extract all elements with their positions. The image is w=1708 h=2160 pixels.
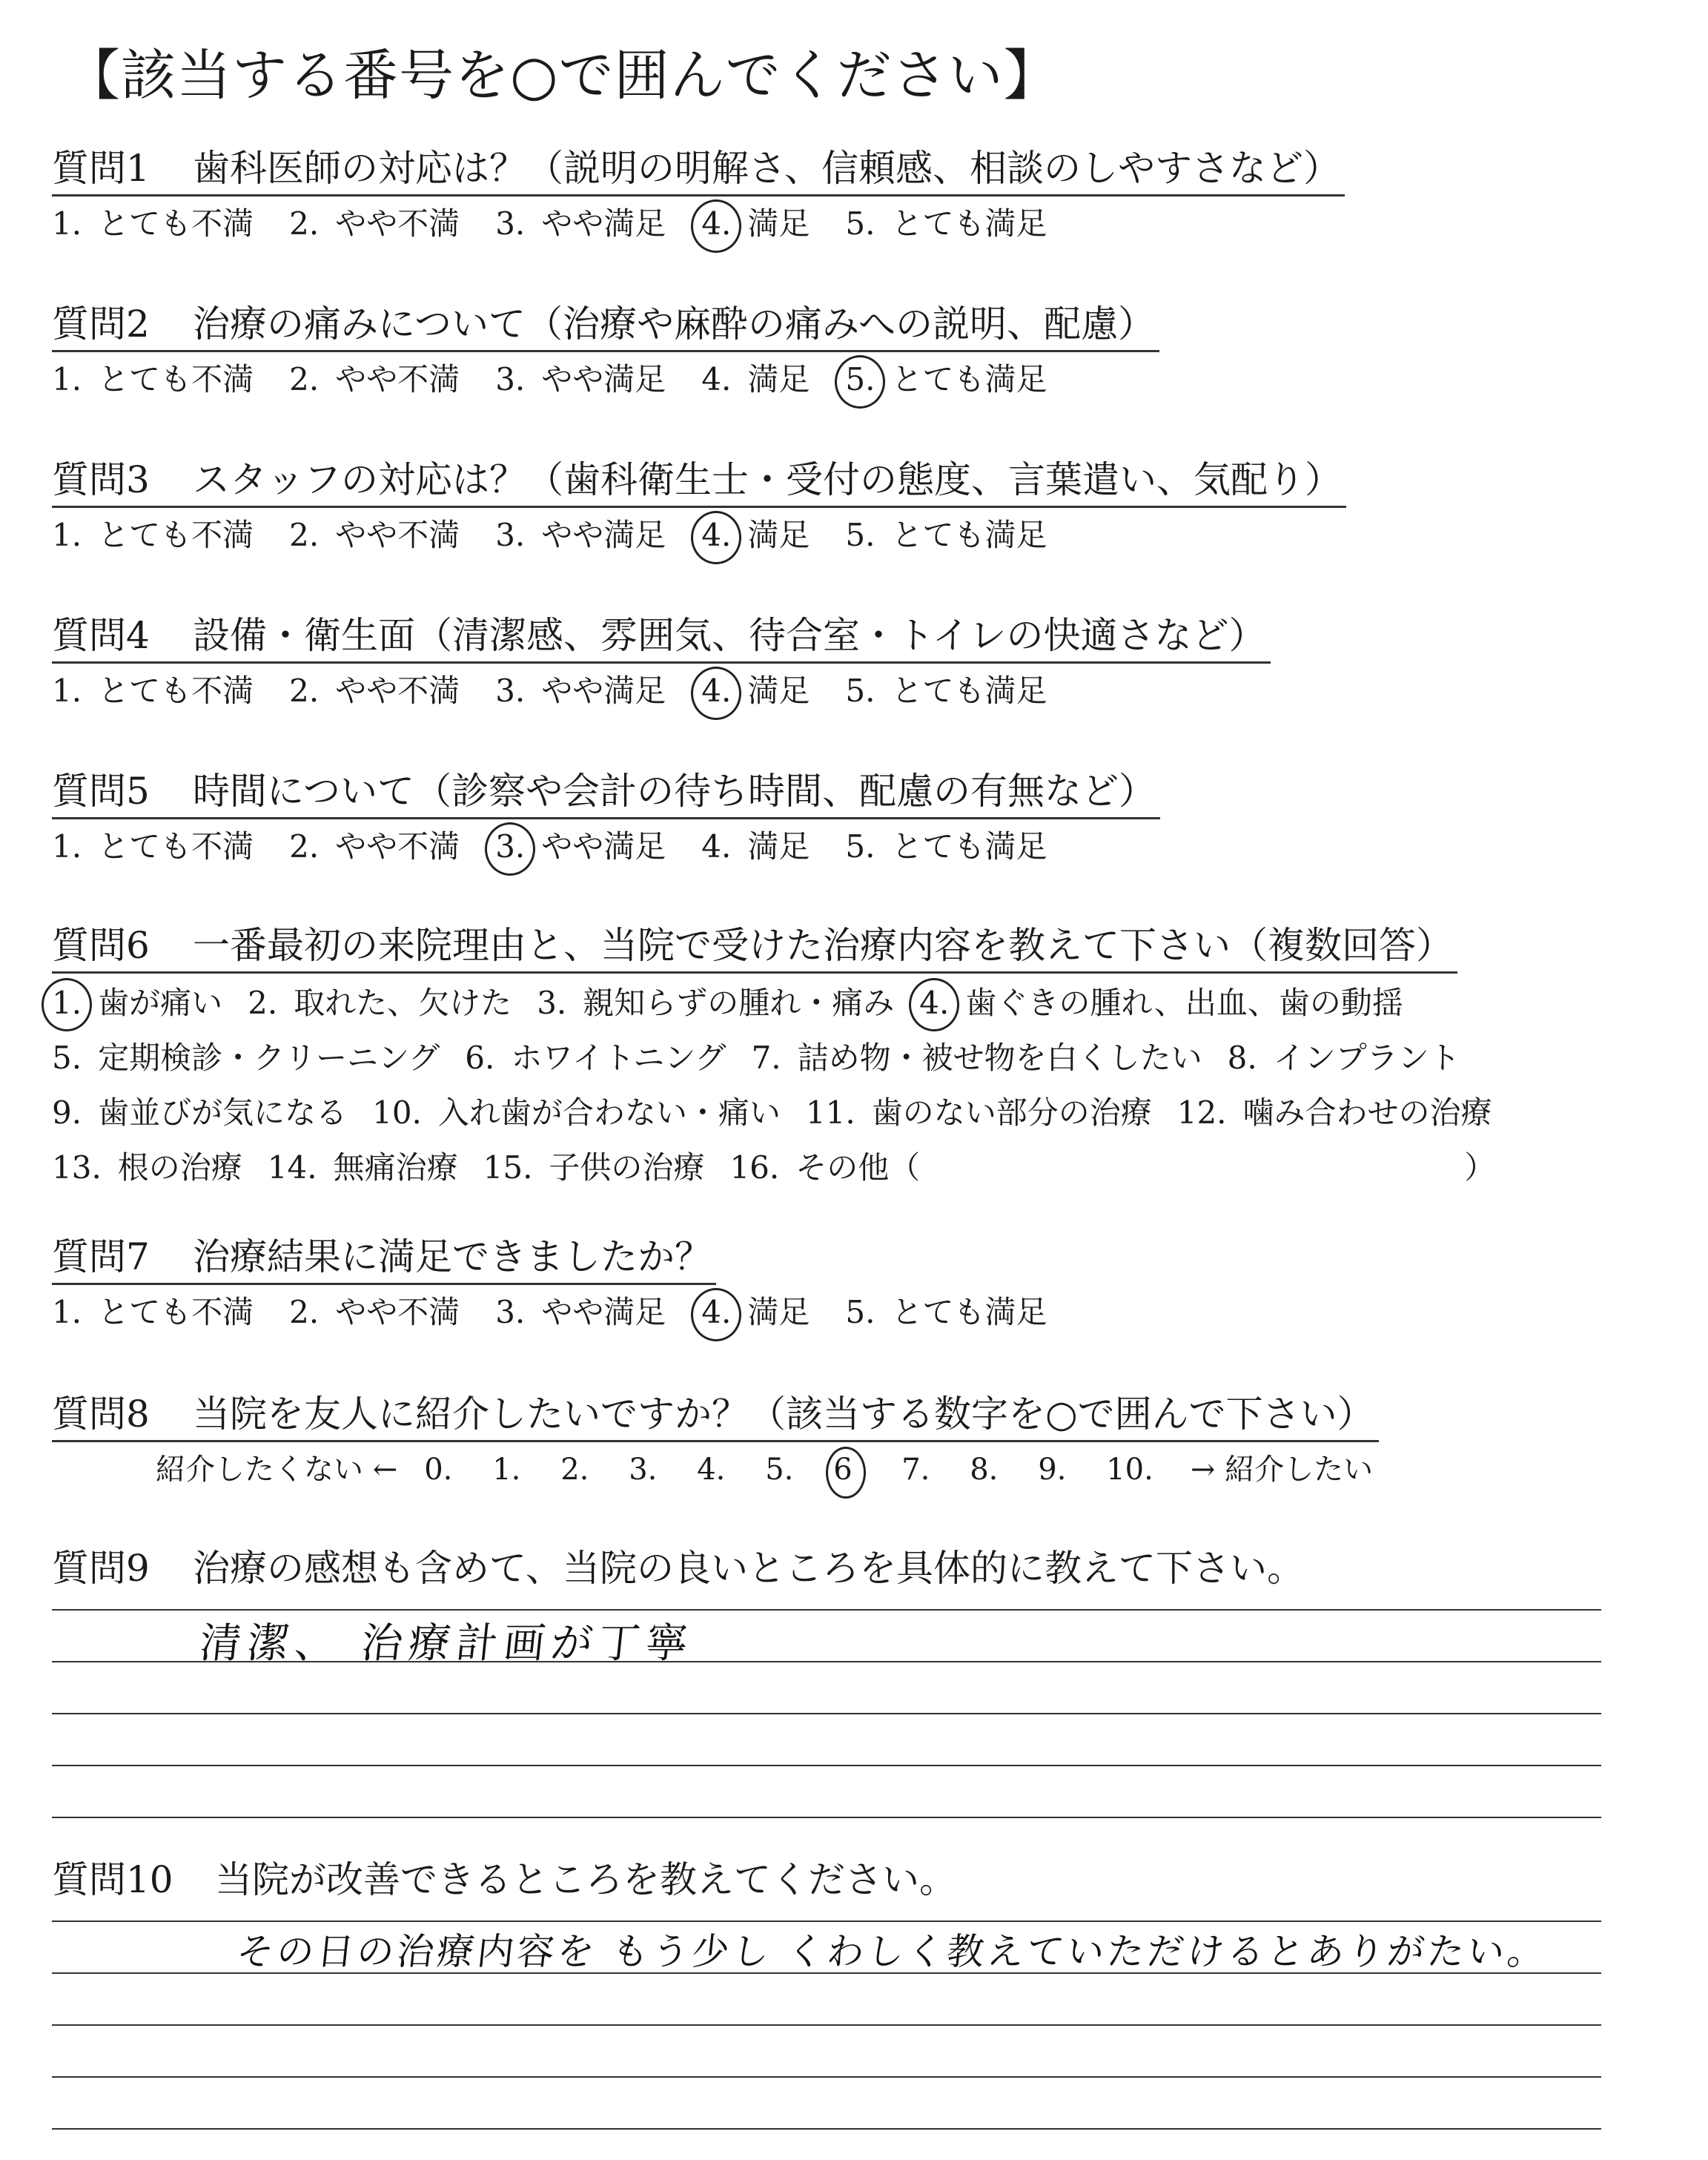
option-label: 親知らずの腫れ・痛み — [583, 985, 895, 1021]
option-number: 16. — [729, 1149, 780, 1186]
option-label: ホワイトニング — [511, 1040, 726, 1076]
option-number: 2. — [289, 361, 320, 397]
option-number: 12. — [1176, 1094, 1227, 1131]
option-number: 6. — [465, 1040, 495, 1076]
question-number: 質問5 — [52, 770, 150, 813]
rating-option — [289, 355, 460, 404]
question-number: 質問7 — [52, 1235, 150, 1278]
question-9 — [52, 1542, 1646, 1594]
reason-option — [52, 1143, 242, 1193]
option-label: 根の治療 — [117, 1149, 242, 1186]
question-heading — [52, 1542, 1308, 1594]
option-label: とても満足 — [891, 673, 1047, 709]
question-5 — [52, 765, 1646, 871]
question-text: 治療の感想も含めて、当院の良いところを具体的に教えて下さい。 — [193, 1547, 1304, 1590]
question-number: 質問4 — [52, 614, 150, 657]
option-number: 9. — [52, 1094, 82, 1131]
option-label: 満足 — [747, 205, 810, 242]
option-label: やや満足 — [541, 517, 666, 553]
option-number: 1. — [52, 205, 82, 242]
option-number: 13. — [52, 1149, 102, 1186]
option-label: やや不満 — [335, 1294, 460, 1330]
option-number: 2. — [289, 517, 320, 553]
option-number: 5. — [845, 673, 875, 709]
rating-option — [289, 822, 460, 871]
scale-number: 3. — [629, 1453, 658, 1487]
scale-numbers — [424, 1445, 1191, 1494]
question-8 — [52, 1388, 1646, 1494]
rating-option — [52, 822, 254, 871]
question-heading — [52, 919, 1457, 974]
rating-option — [52, 1288, 254, 1337]
option-label: とても満足 — [891, 361, 1047, 397]
scale-number: 5. — [765, 1453, 794, 1487]
option-label: 満足 — [747, 673, 810, 709]
writing-line — [52, 2128, 1601, 2130]
other-close-paren: ） — [1464, 1149, 1496, 1186]
reason-option — [1177, 1088, 1492, 1138]
question-heading — [52, 298, 1159, 352]
question-1 — [52, 142, 1646, 248]
option-label: やや不満 — [335, 517, 460, 553]
option-number: 3. — [495, 673, 526, 709]
option-number: 3. — [495, 517, 526, 553]
scale-number: 9. — [1038, 1453, 1067, 1487]
option-label: とても不満 — [98, 828, 254, 865]
question-text: スタッフの対応は？（歯科衛生士・受付の態度、言葉遣い、気配り） — [193, 458, 1342, 501]
reason-option — [1228, 1033, 1460, 1083]
option-number: 2. — [289, 828, 320, 865]
reason-option — [268, 1143, 458, 1193]
option-label: やや満足 — [541, 673, 666, 709]
option-number: 1. — [52, 1294, 82, 1330]
question-6 — [52, 919, 1646, 1193]
option-number: 4. — [701, 667, 731, 716]
option-label: とても満足 — [891, 1294, 1047, 1330]
option-label: 定期検診・クリーニング — [98, 1040, 440, 1076]
option-number: 4. — [701, 828, 732, 865]
option-label: インプラント — [1273, 1040, 1460, 1076]
question-7 — [52, 1231, 1646, 1337]
option-label: やや不満 — [335, 673, 460, 709]
question-heading — [52, 1388, 1379, 1442]
option-label: 噛み合わせの治療 — [1242, 1094, 1492, 1131]
writing-line — [52, 2024, 1601, 2026]
question-text: 当院を友人に紹介したいですか？（該当する数字を○で囲んで下さい） — [193, 1393, 1374, 1436]
reason-option — [752, 1033, 1202, 1083]
question-heading — [52, 610, 1271, 664]
question-number: 質問9 — [52, 1547, 150, 1590]
option-label: やや満足 — [541, 361, 666, 397]
option-number: 2. — [289, 1294, 320, 1330]
reason-options-row-3 — [52, 1088, 1646, 1138]
rating-options — [52, 355, 1646, 404]
rating-options — [52, 667, 1646, 716]
option-number: 1. — [52, 978, 82, 1028]
option-number: 7. — [751, 1040, 781, 1076]
handwritten-answer-10: その日の治療内容を もう少し くわしく教えていただけるとありがたい。 — [234, 1930, 1550, 1973]
rating-option — [52, 511, 254, 560]
handwritten-answer-9: 清潔、 治療計画が丁寧 — [197, 1619, 696, 1668]
option-number: 1. — [52, 828, 82, 865]
option-number: 10. — [372, 1094, 422, 1131]
option-label: とても満足 — [891, 828, 1047, 865]
option-number: 11. — [805, 1094, 855, 1131]
option-label: 満足 — [747, 517, 810, 553]
option-number: 4. — [701, 1288, 731, 1337]
reason-option — [806, 1088, 1152, 1138]
reason-option-selected — [52, 978, 222, 1028]
question-number: 質問3 — [52, 458, 150, 501]
scale-number: 0. — [424, 1453, 453, 1487]
option-label: とても満足 — [891, 517, 1047, 553]
recommend-scale — [156, 1445, 1646, 1494]
option-label: とても不満 — [98, 205, 254, 242]
question-text: 当院が改善できるところを教えてください。 — [215, 1858, 956, 1901]
question-10 — [52, 1854, 1646, 1906]
reason-options-row-2 — [52, 1033, 1646, 1083]
option-number: 5. — [845, 517, 875, 553]
question-text: 一番最初の来院理由と、当院で受けた治療内容を教えて下さい（複数回答） — [193, 924, 1453, 967]
rating-option — [52, 667, 254, 716]
option-number: 5. — [845, 205, 875, 242]
rating-option — [52, 355, 254, 404]
answer-area-10 — [52, 1920, 1601, 2128]
option-number: 2. — [248, 985, 278, 1021]
option-label: やや不満 — [335, 205, 460, 242]
scale-number: 8. — [970, 1453, 999, 1487]
question-text: 治療結果に満足できましたか？ — [193, 1235, 712, 1278]
option-number: 2. — [289, 205, 320, 242]
question-number: 質問8 — [52, 1393, 150, 1436]
option-label: やや不満 — [335, 828, 460, 865]
option-label: 歯が痛い — [98, 985, 223, 1021]
question-text: 治療の痛みについて（治療や麻酔の痛みへの説明、配慮） — [193, 303, 1155, 346]
writing-line — [52, 1713, 1601, 1714]
reason-option — [52, 1033, 440, 1083]
option-number: 4. — [919, 978, 949, 1028]
option-number: 4. — [701, 361, 732, 397]
question-number: 質問10 — [52, 1858, 173, 1901]
question-number: 質問6 — [52, 924, 150, 967]
reason-option — [483, 1143, 705, 1193]
rating-option — [495, 667, 666, 716]
rating-option — [495, 199, 666, 248]
rating-option — [289, 1288, 460, 1337]
rating-option — [495, 355, 666, 404]
scale-right-label: → 紹介したい — [1190, 1453, 1374, 1487]
rating-option — [495, 1288, 666, 1337]
option-number: 8. — [1227, 1040, 1257, 1076]
question-heading — [52, 765, 1160, 819]
option-label: とても不満 — [98, 673, 254, 709]
option-label: とても不満 — [98, 361, 254, 397]
option-number: 1. — [52, 361, 82, 397]
writing-line — [52, 2076, 1601, 2078]
reason-option — [465, 1033, 726, 1083]
option-label: 歯ぐきの腫れ、出血、歯の動揺 — [965, 985, 1403, 1021]
rating-option — [845, 511, 1047, 560]
option-number: 5. — [845, 1294, 875, 1330]
rating-option — [845, 199, 1047, 248]
scale-number: 2. — [560, 1453, 589, 1487]
option-label: とても不満 — [98, 517, 254, 553]
reason-option — [372, 1088, 781, 1138]
option-label: やや不満 — [335, 361, 460, 397]
option-label: 満足 — [747, 1294, 810, 1330]
option-number: 3. — [495, 822, 525, 871]
scale-number: 4. — [697, 1453, 726, 1487]
scale-number: 1. — [492, 1453, 521, 1487]
question-heading — [52, 1231, 716, 1285]
reason-options-row-1 — [52, 978, 1646, 1028]
scale-number: 10. — [1106, 1453, 1153, 1487]
option-label: 歯のない部分の治療 — [871, 1094, 1152, 1131]
option-label: 無痛治療 — [333, 1149, 458, 1186]
rating-options — [52, 199, 1646, 248]
option-number: 5. — [52, 1040, 82, 1076]
writing-line — [52, 1817, 1601, 1818]
question-number: 質問1 — [52, 147, 150, 190]
answer-area-9 — [52, 1609, 1601, 1817]
option-number: 15. — [483, 1149, 533, 1186]
reason-option — [248, 978, 512, 1028]
option-label: とても不満 — [98, 1294, 254, 1330]
question-heading — [52, 454, 1346, 508]
reason-options-row-4 — [52, 1143, 1646, 1193]
question-text: 設備・衛生面（清潔感、雰囲気、待合室・トイレの快適さなど） — [193, 614, 1266, 657]
rating-option — [52, 199, 254, 248]
option-number: 3. — [495, 1294, 526, 1330]
rating-option-selected — [701, 1288, 810, 1337]
option-number: 14. — [267, 1149, 317, 1186]
option-number: 1. — [52, 673, 82, 709]
option-number: 2. — [289, 673, 320, 709]
rating-option — [845, 667, 1047, 716]
rating-option-selected — [701, 511, 810, 560]
rating-option — [289, 199, 460, 248]
question-4 — [52, 610, 1646, 716]
option-label: 取れた、欠けた — [294, 985, 512, 1021]
option-number: 3. — [537, 985, 567, 1021]
reason-option — [537, 978, 894, 1028]
rating-options — [52, 511, 1646, 560]
rating-option — [289, 511, 460, 560]
question-heading — [52, 1854, 961, 1906]
question-2 — [52, 298, 1646, 404]
question-text: 時間について（診察や会計の待ち時間、配慮の有無など） — [193, 770, 1156, 813]
reason-option — [729, 1143, 920, 1193]
option-label: やや満足 — [541, 1294, 666, 1330]
option-number: 3. — [495, 205, 526, 242]
rating-option — [495, 511, 666, 560]
question-text: 歯科医師の対応は？（説明の明解さ、信頼感、相談のしやすさなど） — [193, 147, 1340, 190]
question-number: 質問2 — [52, 303, 150, 346]
question-heading — [52, 142, 1345, 196]
rating-option — [845, 822, 1047, 871]
rating-option-selected — [495, 822, 666, 871]
rating-option-selected — [701, 667, 810, 716]
option-number: 4. — [701, 199, 731, 248]
option-number: 5. — [845, 355, 875, 404]
reason-option — [52, 1088, 347, 1138]
option-label: やや満足 — [541, 828, 666, 865]
option-label: 満足 — [747, 828, 810, 865]
question-3 — [52, 454, 1646, 560]
reason-option-selected — [919, 978, 1403, 1028]
option-number: 5. — [845, 828, 875, 865]
scale-number-selected: 6 — [833, 1445, 864, 1494]
writing-line — [52, 1765, 1601, 1766]
scale-left-label: 紹介したくない ← — [156, 1453, 398, 1487]
rating-option — [701, 355, 810, 404]
rating-options — [52, 1288, 1646, 1337]
rating-option — [701, 822, 810, 871]
option-label: 入れ歯が合わない・痛い — [437, 1094, 781, 1131]
option-label: その他（ — [795, 1149, 921, 1186]
option-number: 4. — [701, 511, 731, 560]
rating-option-selected — [845, 355, 1047, 404]
option-number: 3. — [495, 361, 526, 397]
option-label: 詰め物・被せ物を白くしたい — [797, 1040, 1202, 1076]
page-title: 【該当する番号を○で囲んでください】 — [65, 44, 1059, 108]
option-label: 満足 — [747, 361, 810, 397]
rating-options — [52, 822, 1646, 871]
option-label: やや満足 — [541, 205, 666, 242]
rating-option — [845, 1288, 1047, 1337]
rating-option — [289, 667, 460, 716]
option-number: 1. — [52, 517, 82, 553]
option-label: 子供の治療 — [549, 1149, 705, 1186]
option-label: 歯並びが気になる — [98, 1094, 348, 1131]
option-label: とても満足 — [891, 205, 1047, 242]
scale-number: 7. — [901, 1453, 930, 1487]
rating-option-selected — [701, 199, 810, 248]
